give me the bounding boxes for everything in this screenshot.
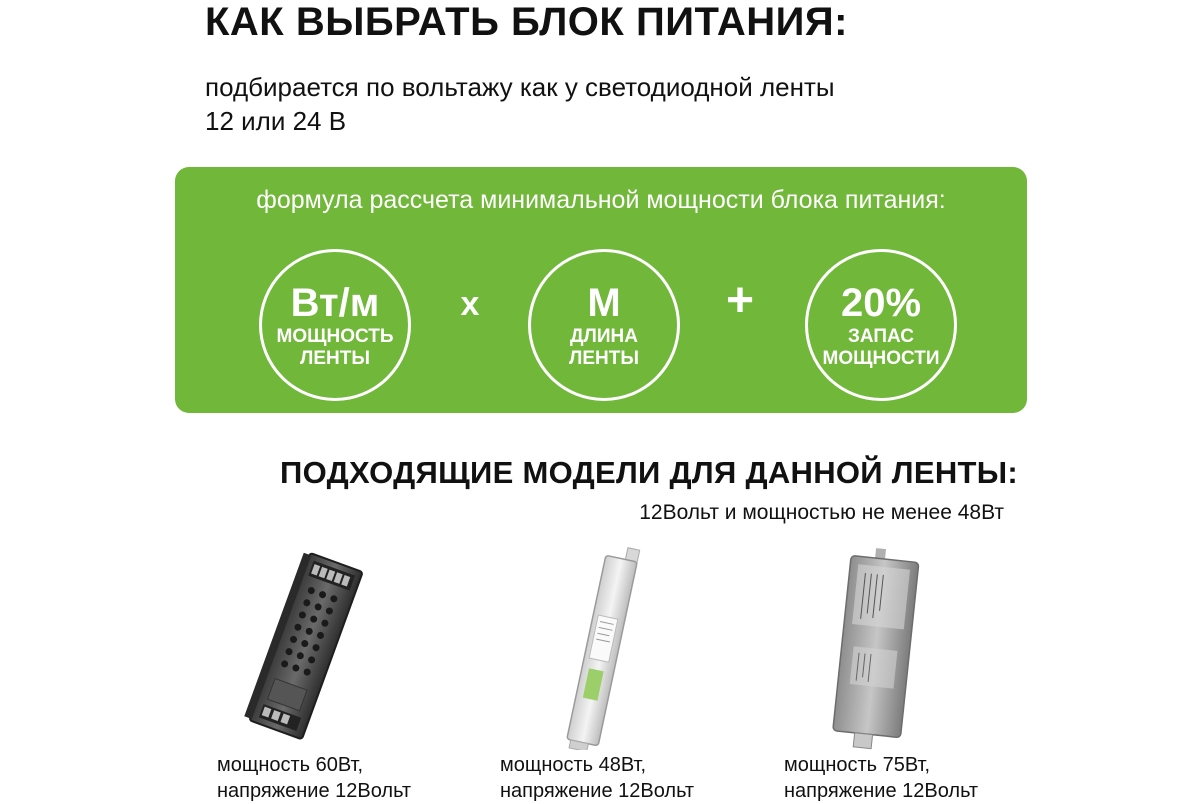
product-voltage: напряжение 12Вольт: [500, 780, 695, 802]
product-power: мощность 48Вт,: [500, 754, 647, 776]
watts-per-meter-circle: [259, 249, 411, 401]
product-caption: [784, 752, 978, 804]
product-power: мощность 75Вт,: [784, 754, 931, 776]
length-circle: [528, 249, 680, 401]
product-voltage: напряжение 12Вольт: [217, 780, 412, 802]
formula-caption: формула рассчета минимальной мощности блока питания:: [256, 186, 946, 214]
reserve-circle: [805, 249, 957, 401]
product-image-slim-psu: [495, 545, 695, 750]
circle-symbol: М: [587, 281, 621, 325]
intro-line-2: 12 или 24 В: [205, 106, 347, 136]
circle-symbol: Вт/м: [290, 281, 380, 325]
circle-label-line2: МОЩНОСТИ: [822, 348, 940, 369]
circle-label-line1: МОЩНОСТЬ: [276, 326, 394, 347]
product-voltage: напряжение 12Вольт: [784, 780, 979, 802]
product-caption: [500, 752, 694, 804]
intro-text: [205, 70, 965, 138]
models-subtitle: 12Вольт и мощностью не менее 48Вт: [639, 501, 1004, 524]
intro-line-1: подбирается по вольтажу как у светодиодной ленты: [205, 72, 835, 102]
circle-label-line2: ЛЕНТЫ: [569, 348, 639, 369]
circle-label-line1: ДЛИНА: [570, 326, 638, 347]
formula-panel: [175, 167, 1027, 413]
product-image-sealed-psu: [780, 545, 980, 750]
circle-label-line2: ЛЕНТЫ: [300, 348, 370, 369]
models-title: ПОДХОДЯЩИЕ МОДЕЛИ ДЛЯ ДАННОЙ ЛЕНТЫ:: [280, 455, 1019, 490]
product-power: мощность 60Вт,: [217, 754, 364, 776]
multiply-operator: x: [460, 285, 480, 323]
product-caption: [217, 752, 411, 804]
plus-operator: +: [725, 274, 755, 327]
circle-symbol: 20%: [840, 281, 922, 325]
circle-label-line1: ЗАПАС: [848, 326, 914, 347]
page-title: КАК ВЫБРАТЬ БЛОК ПИТАНИЯ:: [205, 0, 848, 44]
product-image-dark-psu: [200, 545, 400, 745]
